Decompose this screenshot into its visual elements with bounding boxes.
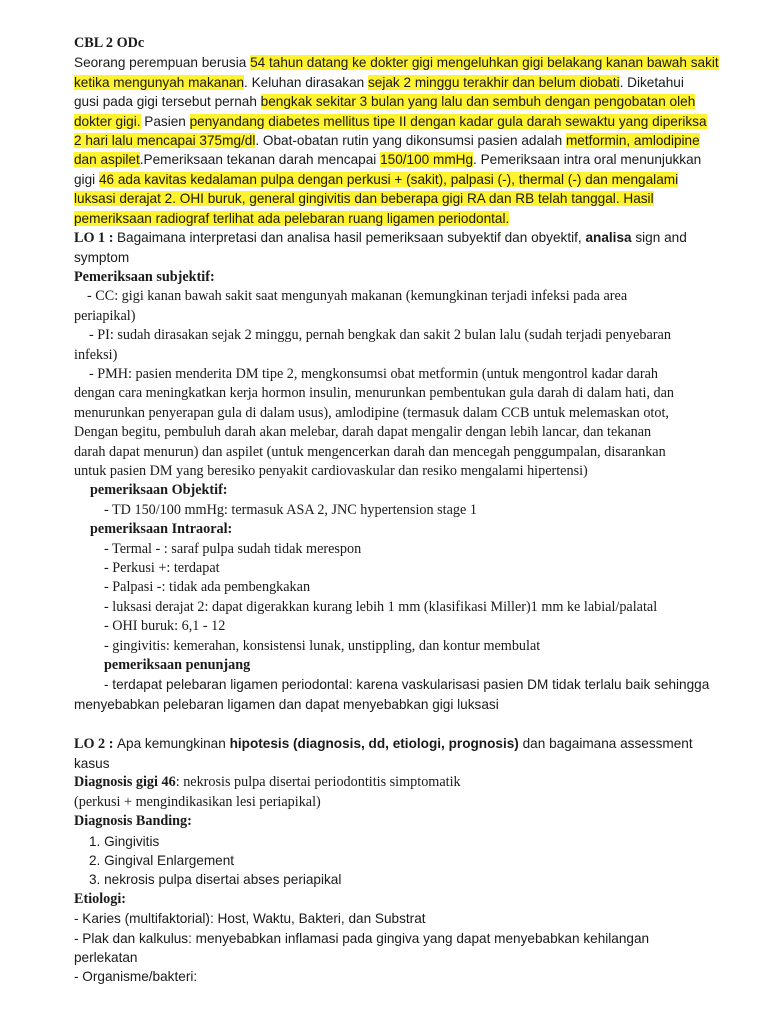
list-item: - gingivitis: kemerahan, konsistensi lunak, unstippling, dan kontur membulat (104, 637, 541, 654)
list-item: - OHI buruk: 6,1 - 12 (104, 618, 226, 635)
list-item: - Termal - : saraf pulpa sudah tidak merespon (104, 540, 362, 557)
diagnosis-section: Diagnosis gigi 46: nekrosis pulpa disertai periodontitis simptomatik (perkusi + mengindikasikan lesi periapikal) (74, 774, 461, 810)
case-paragraph: Seorang perempuan berusia 54 tahun datang ke dokter gigi mengeluhkan gigi belakang kanan bawah sakit ketika mengunyah makanan. Keluhan dirasakan sejak 2 minggu terakhir dan belum diobati. Diketahui gusi pada gigi tersebut pernah bengkak sekitar 3 bulan yang lalu dan sembuh dengan pengobatan oleh dokter gigi. Pasien penyandang diabetes mellitus tipe II dengan kadar gula darah sewaktu yang diperiksa 2 hari lalu mencapai 375mg/dl. Obat-obatan rutin yang dikonsumsi pasien adalah metformin, amlodipine dan aspilet.Pemeriksaan tekanan darah mencapai 150/100 mmHg. Pemeriksaan intra oral menunjukkan gigi 46 ada kavitas kedalaman pulpa dengan perkusi + (sakit), palpasi (-), thermal (-) dan mengalami luksasi derajat 2. OHI buruk, general gingivitis dan beberapa gigi RA dan RB telah tanggal. Hasil pemeriksaan radiograf terlihat ada pelebaran ruang ligamen periodontal. (74, 55, 719, 226)
list-item: 1. Gingivitis (89, 833, 160, 849)
etiology-section: Etiologi: - Karies (multifaktorial): Host, Waktu, Bakteri, dan Substrat - Plak dan kalkulus: menyebabkan inflamasi pada gingiva yang dapat menyebabkan kehilangan perlekatan - Organisme/bakteri: (74, 890, 650, 985)
list-item: - Perkusi +: terdapat (104, 559, 220, 576)
lo1-question: LO 1 : Bagaimana interpretasi dan analisa hasil pemeriksaan subyektif dan obyektif, analisa sign and symptom (74, 230, 687, 266)
document-page (74, 34, 734, 987)
lo2-question: LO 2 : Apa kemungkinan hipotesis (diagnosis, dd, etiologi, prognosis) dan bagaimana assessment kasus (74, 735, 693, 772)
objective-section: pemeriksaan Objektif: - TD 150/100 mmHg: termasuk ASA 2, JNC hypertension stage 1 pemeriksaan Intraoral: - Termal - : saraf pulpa sudah tidak merespon - Perkusi +: terdapat - Palpasi -: tidak ada pembengkakan - luksasi derajat 2: dapat digerakkan kurang lebih 1 mm (klasifikasi Miller)1 mm ke labial/palatal - OHI buruk: 6,1 - 12 - gingivitis: kemerahan, konsistensi lunak, unstippling, dan kontur membulat pemeriksaan penunjang - terdapat pelebaran ligamen periodontal: karena vaskularisasi pasien DM tidak terlalu baik sehingga menyebabkan pelebaran ligamen dan dapat menyebabkan gigi luksasi (74, 481, 734, 714)
list-item: - Palpasi -: tidak ada pembengkakan (104, 579, 311, 596)
list-item: 2. Gingival Enlargement (89, 853, 235, 869)
differential-diagnosis-section: Diagnosis Banding: 1. Gingivitis 2. Gingival Enlargement 3. nekrosis pulpa disertai abses periapikal (74, 812, 734, 890)
list-item: 3. nekrosis pulpa disertai abses periapikal (89, 872, 342, 888)
subjective-section: Pemeriksaan subjektif: - CC: gigi kanan bawah sakit saat mengunyah makanan (kemungkinan terjadi infeksi pada area periapikal) - PI: sudah dirasakan sejak 2 minggu, pernah bengkak dan sakit 2 bulan lalu (sudah terjadi penyebaran infeksi) - PMH: pasien menderita DM tipe 2, mengkonsumsi obat metformin (untuk mengontrol kadar darah dengan cara meningkatkan kerja hormon insulin, menurunkan pembentukan gula darah di dalam hati, dan menurunkan penyerapan gula di dalam usus), amlodipine (termasuk dalam CCB untuk melemaskan otot, Dengan begitu, pembuluh darah akan melebar, darah dapat mengalir dengan lebih lancar, dan tekanan darah dapat menurun) dan aspilet (untuk mengencerkan darah dan mencegah penggumpalan, disarankan untuk pasien DM yang beresiko penyakit cardiovaskular dan resiko mengalami hipertensi) (74, 268, 675, 479)
list-item: - luksasi derajat 2: dapat digerakkan kurang lebih 1 mm (klasifikasi Miller)1 mm ke labial/palatal (104, 598, 658, 615)
document-title: CBL 2 ODc (74, 35, 145, 51)
